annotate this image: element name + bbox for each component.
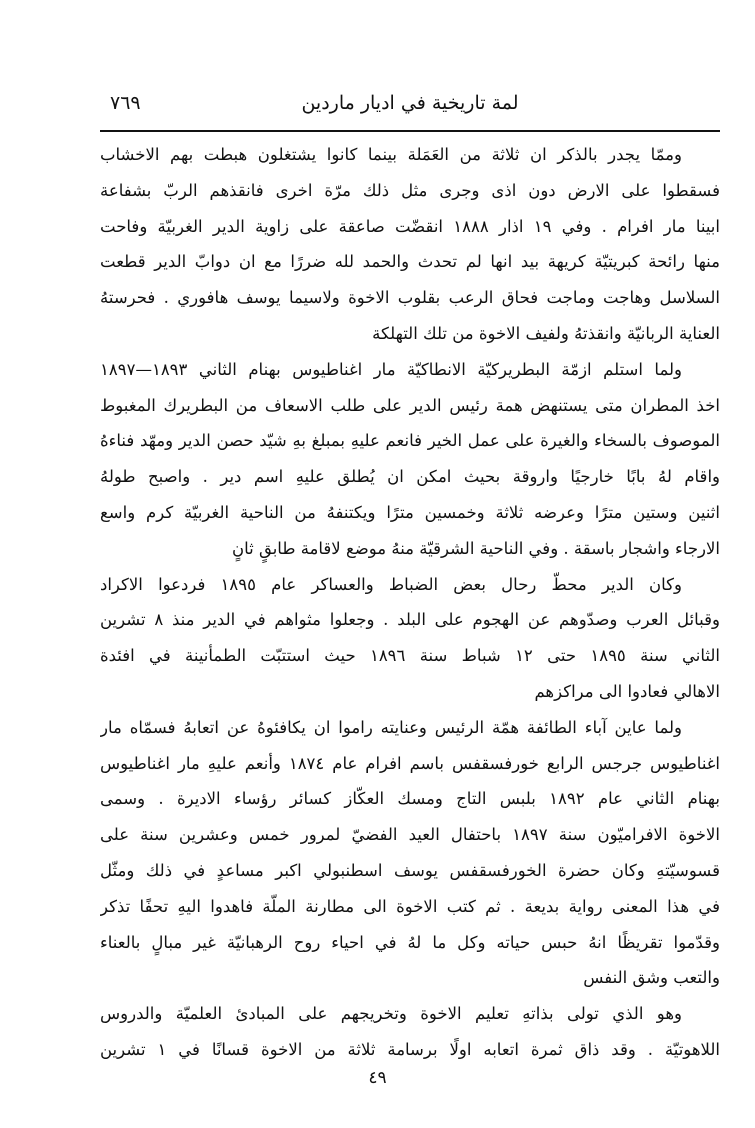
text-line: اثنين وستين مترًا وعرضه ثلاثة وخمسين مترًا ويكتنفهُ من الناحية الغربيّة كرم واسع — [100, 502, 720, 522]
text-line: وكان الدير محطّ رحال بعض الضباط والعساكر عام ١٨٩٥ فردعوا الاكراد — [100, 574, 682, 594]
text-line: السلاسل وهاجت وماجت فحاق الرعب بقلوب الاخوة ولاسيما يوسف هافوري . فحرستهُ — [100, 288, 720, 308]
text-line: ولما عاين آباء الطائفة همّة الرئيس وعنايته راموا ان يكافئوهُ عن اتعابهُ فسمّاه مار — [100, 717, 682, 737]
text-line: اللاهوتيّة . وقد ذاق ثمرة اتعابه اولًا برسامة ثلاثة من الاخوة قسانًا في ١ تشرين — [100, 1039, 720, 1059]
text-line: ولما استلم ازمّة البطريركيّة الانطاكيّة مار اغناطيوس بهنام الثاني ١٨٩٣—١٨٩٧ — [100, 359, 682, 379]
page-number: ٧٦٩ — [110, 92, 141, 114]
text-line: قسوسيّتهِ وكان حضرة الخورفسقفس يوسف اسطنبولي اكبر مساعدٍ في ذلك ومثّل — [100, 860, 720, 880]
text-line: الثاني سنة ١٨٩٥ حتى ١٢ شباط سنة ١٨٩٦ حيث استتبّت الطمأنينة في افئدة — [100, 646, 720, 666]
text-line: وممّا يجدر بالذكر ان ثلاثة من العَمَلة بينما كانوا يشتغلون هبطت بهم الاخشاب — [100, 145, 682, 164]
text-line: الارجاء واشجار باسقة . وفي الناحية الشرقيّة منهُ موضع لاقامة طابقٍ ثانٍ — [231, 538, 720, 558]
text-line: اخذ المطران متى يستنهض همة رئيس الدير على طلب الاسعاف من البطريرك المغبوط — [100, 395, 720, 415]
text-line: الاهالي فعادوا الى مراكزهم — [534, 681, 720, 701]
text-line: وهو الذي تولى بذاتهِ تعليم الاخوة وتخريجهم على المبادئ العلميّة والدروس — [100, 1004, 682, 1024]
signature-mark: ٤٩ — [368, 1068, 387, 1088]
text-line: بهنام الثاني عام ١٨٩٢ بلبس التاج ومسك العكّاز كسائر رؤساء الاديرة . وسمى — [100, 789, 720, 809]
text-line: وقبائل العرب وصدّوهم عن الهجوم على البلد . وجعلوا مثواهم في الدير منذ ٨ تشرين — [100, 610, 720, 630]
page-body — [100, 137, 720, 1068]
running-title: لمة تاريخية في اديار ماردين — [301, 92, 519, 114]
text-line: واقام لهُ بابًا خارجيًا واروقة بحيث امكن ان يُطلق عليهِ اسم دير . واصبح طولهُ — [100, 467, 720, 487]
text-line: وقدّموا تقريظًا انهُ حبس حياته وكل ما لهُ في احياء روح الرهبانيّة غير مبالٍ بالعناء — [100, 932, 720, 952]
text-line: منها رائحة كبريتيّة كريهة بيد انها لم تحدث والحمد لله ضررًا مع ان دوابّ الدير قطعت — [100, 252, 720, 272]
page-header — [100, 92, 720, 122]
text-line: العناية الربانيّة وانقذتهُ ولفيف الاخوة من تلك التهلكة — [372, 323, 720, 343]
text-line: فسقطوا على الارض دون اذى وجرى مثل ذلك مرّة اخرى فانقذهم الربّ بشفاعة — [100, 180, 720, 200]
text-line: اغناطيوس جرجس الرابع خورفسقفس باسم افرام عام ١٨٧٤ وأنعم عليهِ مار اغناطيوس — [100, 753, 720, 773]
text-line: في هذا المعنى رواية بديعة . ثم كتب الاخوة الى مطارنة الملّة فاهدوا اليهِ تحفًا تذكر — [100, 896, 720, 916]
header-rule — [100, 130, 720, 132]
text-line: الاخوة الافراميّون سنة ١٨٩٧ باحتفال العيد الفضيّ لمرور خمس وعشرين سنة على — [100, 825, 720, 845]
text-line: الموصوف بالسخاء والغيرة على عمل الخير فانعم عليهِ بمبلغ بهِ شيّد حصن الدير ومهّد فناءهُ — [100, 431, 720, 451]
text-line: والتعب وشق النفس — [583, 968, 720, 988]
text-line: ابينا مار افرام . وفي ١٩ اذار ١٨٨٨ انقضّت صاعقة على زاوية الدير الغربيّة وفاحت — [100, 216, 720, 236]
